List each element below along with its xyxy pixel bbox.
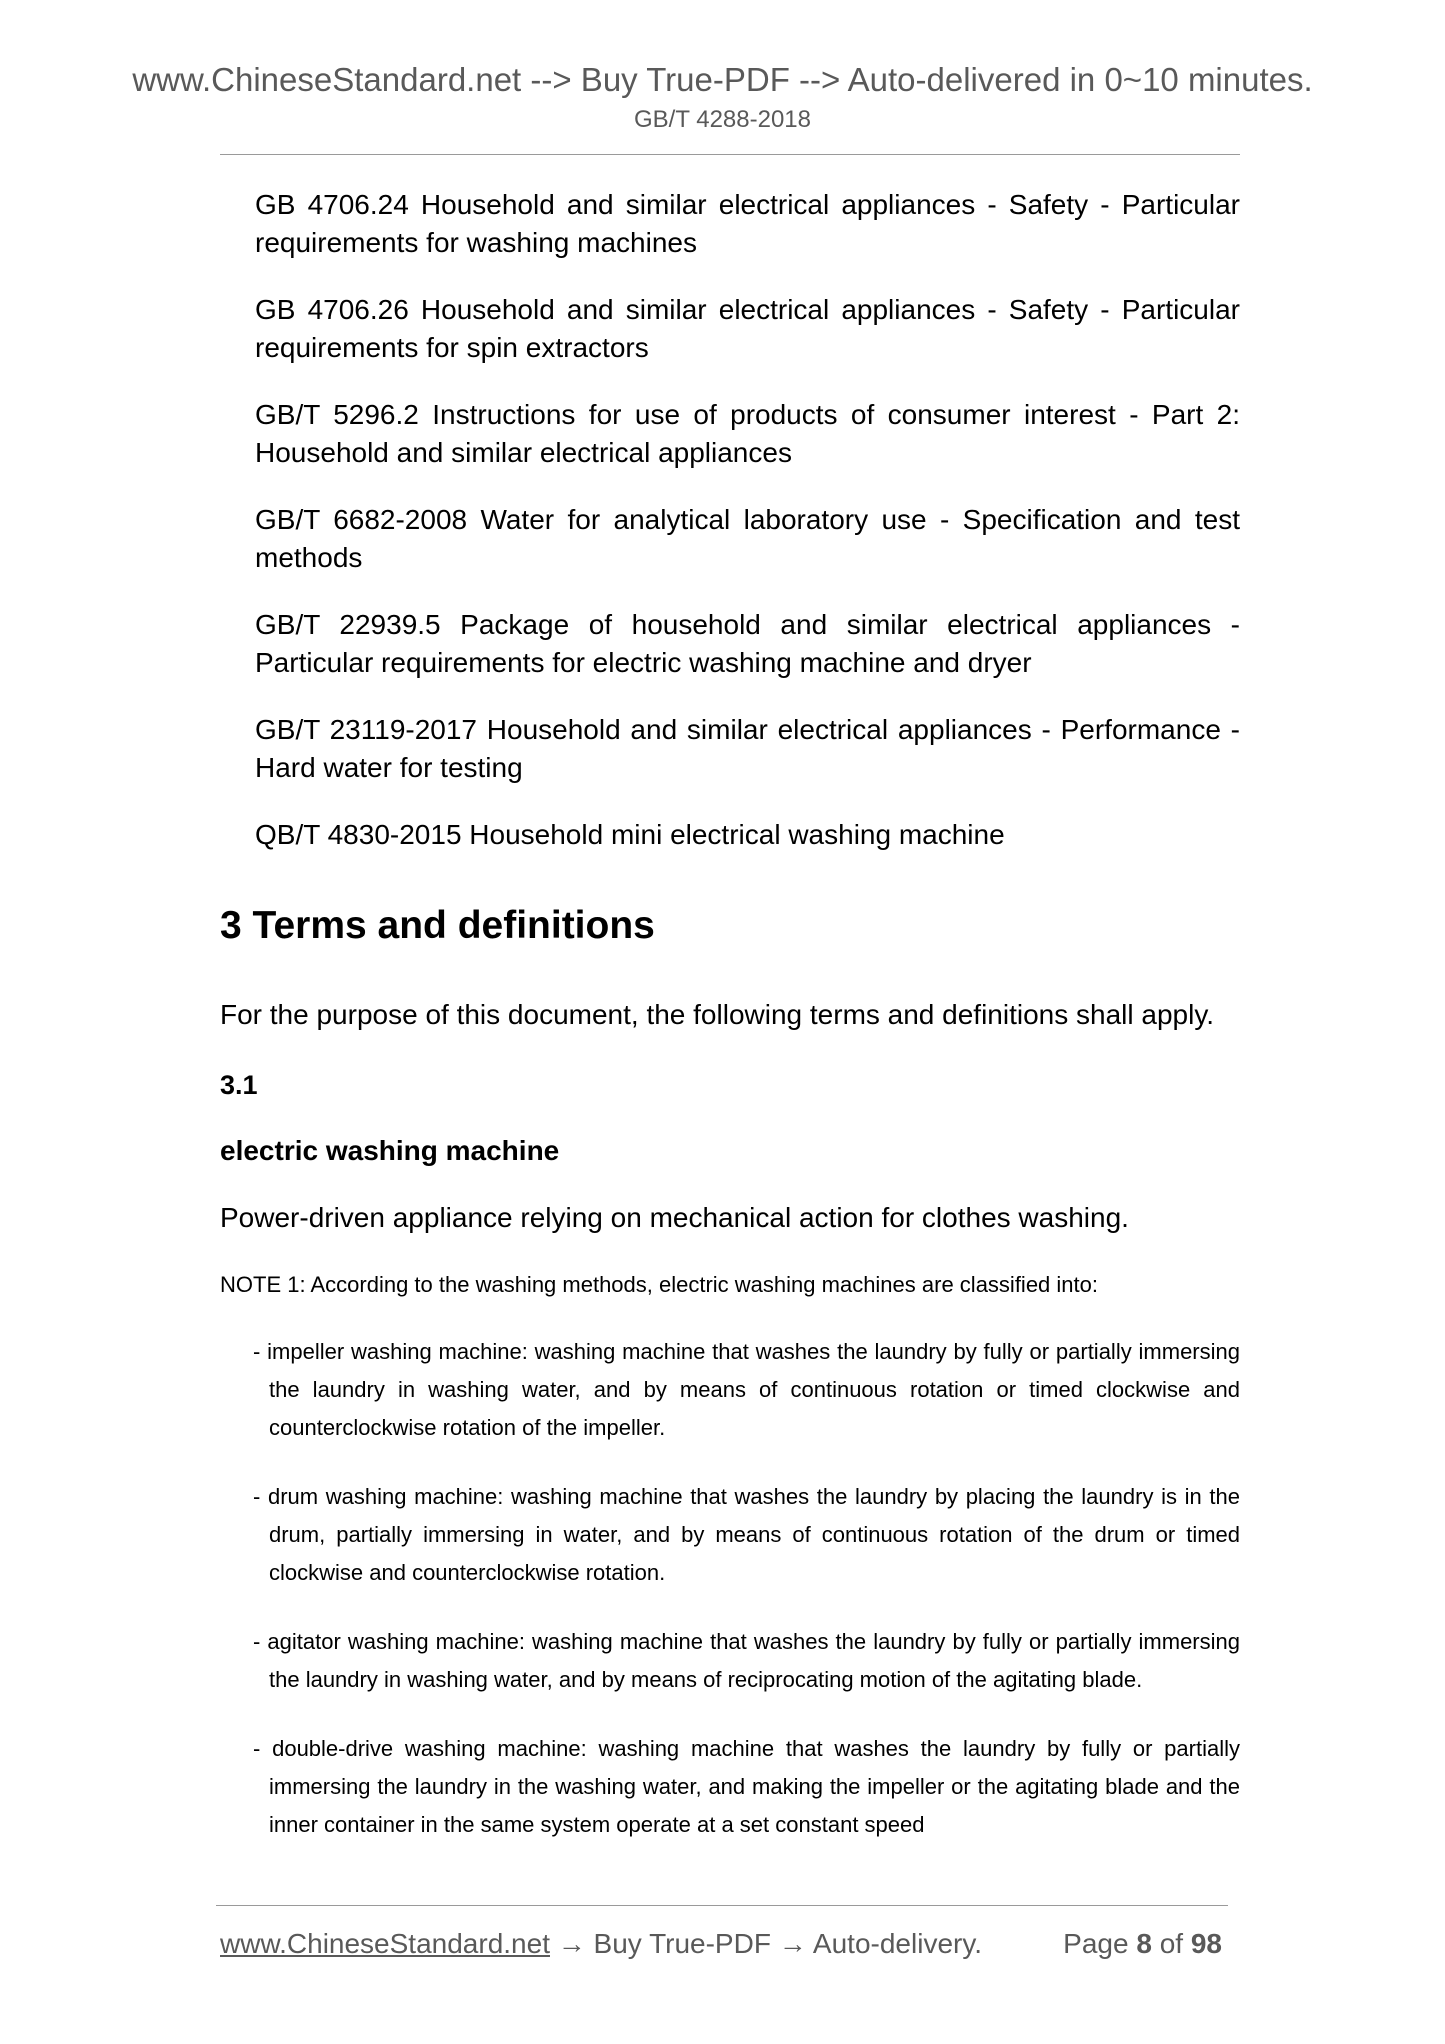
term-number: 3.1 (220, 1070, 258, 1100)
reference-item: GB 4706.26 Household and similar electrical appliances - Safety - Particular requirements for spin extractors (255, 294, 1240, 363)
total-pages: 98 (1190, 1928, 1222, 1959)
list-item: - agitator washing machine: washing machine that washes the laundry by fully or partially immersing the laundry in washing water, and by means of reciprocating motion of the agitating blade. (253, 1629, 1240, 1692)
document-code: GB/T 4288-2018 (633, 106, 811, 133)
header-divider (220, 154, 1240, 155)
reference-item: QB/T 4830-2015 Household mini electrical washing machine (255, 819, 1005, 850)
header-banner: www.ChineseStandard.net --> Buy True-PDF --> Auto-delivered in 0~10 minutes. (132, 61, 1313, 98)
current-page-number: 8 (1136, 1928, 1152, 1959)
classification-list (253, 1333, 1240, 1875)
reference-item: GB/T 22939.5 Package of household and similar electrical appliances - Particular requirements for electric washing machine and dryer (255, 609, 1240, 678)
footer-tagline: → Buy True-PDF → Auto-delivery. (549, 1928, 983, 1959)
section-heading: 3 Terms and definitions (220, 904, 655, 947)
footer-divider (216, 1905, 1228, 1906)
footer-left (220, 1924, 982, 1964)
page-footer (220, 1924, 1230, 1964)
note-text: NOTE 1: According to the washing methods, electric washing machines are classified into: (220, 1272, 1098, 1297)
reference-item: GB/T 6682-2008 Water for analytical laboratory use - Specification and test methods (255, 504, 1240, 573)
page-indicator (1063, 1924, 1222, 1964)
term-name: electric washing machine (220, 1135, 560, 1166)
page-label: Page (1063, 1928, 1129, 1959)
normative-references-list (255, 186, 1240, 883)
reference-item: GB/T 5296.2 Instructions for use of products of consumer interest - Part 2: Household and similar electrical appliances (255, 399, 1240, 468)
reference-item: GB 4706.24 Household and similar electrical appliances - Safety - Particular requirements for washing machines (255, 189, 1240, 258)
term-definition: Power-driven appliance relying on mechanical action for clothes washing. (220, 1202, 1129, 1233)
reference-item: GB/T 23119-2017 Household and similar electrical appliances - Performance - Hard water for testing (255, 714, 1240, 783)
list-item: - double-drive washing machine: washing machine that washes the laundry by fully or partially immersing the laundry in the washing water, and making the impeller or the agitating blade and the inner container in the same system operate at a set constant speed (253, 1736, 1240, 1837)
list-item: - drum washing machine: washing machine that washes the laundry by placing the laundry is in the drum, partially immersing in water, and by means of continuous rotation of the drum or timed clockwise and counterclockwise rotation. (253, 1484, 1240, 1585)
list-item: - impeller washing machine: washing machine that washes the laundry by fully or partially immersing the laundry in washing water, and by means of continuous rotation or timed clockwise and counterclockwise rotation of the impeller. (253, 1339, 1240, 1440)
section-intro: For the purpose of this document, the following terms and definitions shall apply. (220, 999, 1215, 1030)
website-link[interactable]: www.ChineseStandard.net (220, 1928, 550, 1959)
of-label: of (1159, 1928, 1184, 1959)
